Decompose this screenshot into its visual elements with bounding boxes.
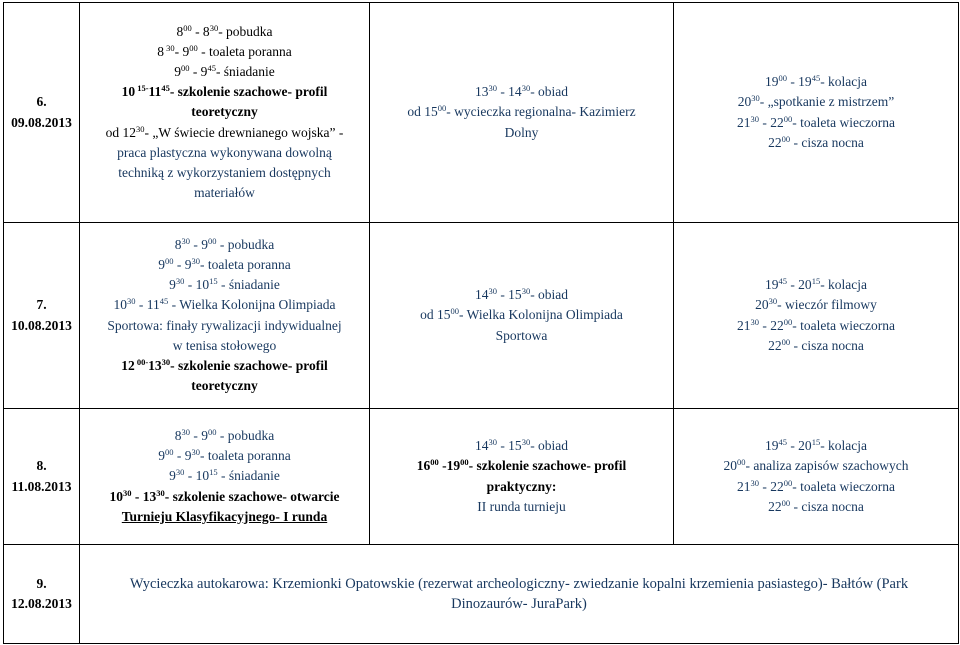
day-row	[4, 545, 959, 644]
activity-text: - szkolenie szachowe- profil	[170, 357, 328, 373]
time-hour: 9	[158, 256, 166, 272]
time-hour: - 10	[184, 468, 210, 484]
day-cell	[4, 409, 80, 545]
time-minutes: 30	[136, 123, 145, 134]
time-hour: 20	[737, 94, 752, 110]
time-hour: 11	[148, 84, 162, 100]
schedule-line	[84, 466, 365, 486]
activity-text: - wycieczka regionalna- Kazimierz	[446, 104, 636, 120]
time-minutes: 30	[521, 437, 531, 448]
schedule-line	[84, 42, 365, 62]
schedule-line	[84, 376, 365, 396]
time-minutes: 15	[811, 437, 821, 448]
time-minutes: 00	[189, 42, 198, 53]
time-hour: 14	[474, 438, 489, 454]
activity-text: - „W świecie drewnianego wojska” -	[144, 124, 344, 140]
time-hour: 8	[176, 23, 184, 39]
time-hour: 8	[174, 236, 182, 252]
afternoon-cell	[370, 3, 674, 223]
time-hour: - 13	[131, 488, 157, 504]
time-hour: 8	[157, 43, 164, 59]
activity-text: - cisza nocna	[790, 337, 864, 353]
time-minutes: 45	[778, 437, 787, 448]
schedule-line	[678, 275, 954, 295]
schedule-line	[374, 326, 669, 346]
time-hour: - 22	[759, 478, 784, 494]
line-text: II runda turnieju	[477, 498, 566, 514]
day-number: 7.	[36, 297, 47, 313]
schedule-line	[84, 235, 365, 255]
schedule-line	[84, 163, 365, 183]
schedule-line	[374, 497, 669, 517]
time-hour: 12	[121, 357, 135, 373]
activity-text: - obiad	[530, 84, 569, 100]
time-minutes: 00	[778, 73, 787, 84]
time-hour: - 9	[174, 43, 190, 59]
evening-cell	[674, 409, 959, 545]
time-minutes: 15-	[135, 83, 149, 94]
day-number: 8.	[36, 458, 47, 474]
schedule-line	[678, 477, 954, 497]
schedule-line	[678, 336, 954, 356]
time-minutes: 00	[783, 316, 793, 327]
activity-text: - toaleta wieczorna	[792, 317, 895, 333]
activity-text: - obiad	[530, 438, 569, 454]
time-minutes: 30	[521, 83, 531, 94]
time-hour: - 9	[190, 236, 208, 252]
time-hour: 10	[109, 488, 123, 504]
activity-text: - toaleta poranna	[200, 448, 291, 464]
line-text: Sportowa	[495, 327, 548, 343]
activity-text: - cisza nocna	[790, 134, 864, 150]
schedule-line	[374, 123, 669, 143]
line-text: teoretyczny	[191, 378, 258, 394]
day-date: 10.08.2013	[11, 317, 72, 333]
time-hour: - 15	[496, 438, 522, 454]
time-minutes: 45	[207, 62, 216, 73]
schedule-line	[678, 72, 954, 92]
time-minutes: 30	[175, 276, 185, 287]
time-hour: - 9	[173, 256, 192, 272]
time-minutes: 30	[156, 487, 165, 498]
morning-cell	[80, 223, 370, 409]
trip-cell	[80, 545, 959, 644]
time-minutes: 30	[488, 83, 497, 94]
activity-text: - pobudka	[218, 23, 273, 39]
time-minutes: 30	[209, 22, 219, 33]
activity-text: - toaleta wieczorna	[792, 114, 895, 130]
line-text: teoretyczny	[191, 104, 258, 120]
time-hour: 9	[169, 468, 176, 484]
time-hour: 13	[148, 357, 162, 373]
afternoon-cell	[370, 223, 674, 409]
schedule-line	[374, 82, 669, 102]
day-row	[4, 409, 959, 545]
line-text: praktyczny:	[486, 478, 557, 494]
activity-text: - Wielka Kolonijna Olimpiada	[459, 307, 623, 323]
schedule-line	[374, 305, 669, 325]
time-hour: - 11	[135, 297, 160, 313]
schedule-line	[678, 133, 954, 153]
activity-text: - kolacja	[820, 438, 868, 454]
schedule-line	[678, 436, 954, 456]
time-minutes: 30	[191, 447, 201, 458]
time-minutes: 45	[778, 276, 787, 287]
time-minutes: 45	[811, 73, 821, 84]
line-text: praca plastyczna wykonywana dowolną	[117, 144, 332, 160]
day-number: 6.	[36, 94, 47, 110]
day-number: 9.	[36, 575, 47, 591]
schedule-line	[678, 316, 954, 336]
schedule-line	[84, 316, 365, 336]
activity-text: - toaleta poranna	[200, 256, 291, 272]
time-minutes: 45	[161, 83, 170, 94]
morning-cell	[80, 3, 370, 223]
day-date: 11.08.2013	[11, 478, 72, 494]
schedule-line	[374, 102, 669, 122]
time-hour: 13	[474, 84, 489, 100]
time-minutes: 00	[165, 255, 174, 266]
schedule-line	[374, 436, 669, 456]
time-hour: 10	[121, 84, 136, 100]
time-minutes: 00	[180, 62, 190, 73]
day-row	[4, 223, 959, 409]
line-text: techniką z wykorzystaniem dostępnych	[118, 165, 331, 180]
schedule-line	[678, 456, 954, 476]
time-hour: - 8	[191, 23, 210, 39]
time-hour: 20	[723, 458, 737, 474]
schedule-line	[84, 143, 365, 163]
time-hour: od 12	[105, 124, 137, 140]
schedule-line	[84, 426, 365, 446]
schedule-line	[84, 336, 365, 356]
activity-text: - śniadanie	[215, 63, 275, 79]
time-minutes: 30	[181, 426, 190, 437]
time-hour: 14	[474, 287, 489, 303]
time-hour: 22	[768, 498, 782, 514]
time-minutes: 30	[750, 477, 760, 488]
morning-cell	[80, 409, 370, 545]
day-row	[4, 3, 959, 223]
time-hour: 10	[113, 297, 128, 313]
evening-cell	[674, 223, 959, 409]
schedule-table	[3, 2, 959, 644]
time-minutes: 30	[175, 467, 185, 478]
time-hour: 8	[174, 427, 182, 443]
time-hour: 9	[174, 63, 181, 79]
time-minutes: 00	[430, 457, 439, 468]
schedule-line	[84, 507, 365, 527]
time-minutes: 00	[781, 336, 791, 347]
schedule-line	[678, 295, 954, 315]
time-minutes: 30	[488, 437, 497, 448]
time-hour: 19	[764, 438, 779, 454]
schedule-line	[84, 62, 365, 82]
time-hour: 20	[755, 297, 769, 313]
time-hour: - 9	[189, 63, 208, 79]
time-minutes: 30	[161, 356, 171, 367]
time-hour: - 9	[173, 448, 192, 464]
schedule-line	[678, 113, 954, 133]
time-minutes: 00	[781, 133, 791, 144]
schedule-line	[84, 275, 365, 295]
activity-text: - śniadanie	[217, 277, 280, 293]
activity-text: - pobudka	[216, 427, 275, 443]
time-minutes: 00	[183, 22, 192, 33]
time-minutes: 00	[165, 447, 174, 458]
activity-text: - toaleta wieczorna	[792, 478, 895, 494]
schedule-line	[374, 477, 669, 497]
activity-text: - obiad	[530, 287, 569, 303]
time-minutes: 30	[181, 235, 190, 246]
day-cell	[4, 545, 80, 644]
time-hour: 21	[737, 114, 751, 130]
schedule-line	[678, 497, 954, 517]
time-minutes: 30	[751, 93, 760, 104]
time-minutes: 30	[768, 296, 778, 307]
schedule-line	[84, 446, 365, 466]
time-minutes: 00	[437, 103, 447, 114]
trip-description: Wycieczka autokarowa: Krzemionki Opatowskie (rezerwat archeologiczny- zwiedzanie kopalni krzemienia pasiastego)- Bałtów (Park Dinozaurów- JuraPark)	[129, 576, 909, 612]
time-hour: - 22	[759, 317, 784, 333]
schedule-line	[678, 92, 954, 112]
schedule-line	[374, 285, 669, 305]
time-minutes: 00	[781, 497, 791, 508]
schedule-line	[84, 356, 365, 376]
time-minutes: 00	[460, 457, 469, 468]
time-hour: 21	[737, 478, 751, 494]
time-minutes: 15	[209, 467, 218, 478]
time-hour: - 19	[786, 74, 812, 90]
activity-text: - Wielka Kolonijna Olimpiada	[168, 297, 336, 313]
time-minutes: 30	[750, 113, 760, 124]
time-minutes: 00	[208, 235, 217, 246]
time-minutes: 00	[783, 113, 793, 124]
activity-text: - kolacja	[820, 74, 868, 90]
schedule-line	[84, 255, 365, 275]
schedule-line	[84, 82, 365, 102]
time-hour: - 20	[786, 277, 812, 293]
time-hour: - 20	[786, 438, 812, 454]
time-minutes: 00	[783, 477, 793, 488]
time-minutes: 15	[209, 276, 218, 287]
activity-text: - wieczór filmowy	[777, 297, 877, 313]
time-hour: - 22	[759, 114, 784, 130]
day-cell	[4, 3, 80, 223]
line-text: w tenisa stołowego	[172, 337, 277, 353]
schedule-line	[84, 22, 365, 42]
line-text: Sportowa: finały rywalizacji indywidualnej	[107, 317, 342, 333]
time-minutes: 30	[488, 286, 497, 297]
time-hour: 16	[416, 458, 431, 474]
line-text: materiałów	[194, 185, 255, 201]
schedule-line	[374, 456, 669, 476]
time-minutes: 30	[750, 316, 760, 327]
time-hour: od 15	[420, 307, 451, 323]
activity-text: - toaleta poranna	[197, 43, 292, 59]
time-minutes: 30	[122, 487, 132, 498]
time-minutes: 30	[127, 296, 136, 307]
time-hour: 22	[768, 337, 782, 353]
activity-text: - szkolenie szachowe- otwarcie	[164, 488, 340, 504]
time-hour: - 14	[496, 84, 522, 100]
activity-text: - cisza nocna	[790, 498, 864, 514]
line-text: Turnieju Klasyfikacyjnego- I runda	[121, 508, 328, 524]
time-hour: -19	[438, 458, 461, 474]
time-hour: - 9	[190, 427, 208, 443]
time-hour: 21	[737, 317, 751, 333]
line-text: Dolny	[504, 124, 539, 140]
day-cell	[4, 223, 80, 409]
time-hour: 22	[768, 134, 782, 150]
evening-cell	[674, 3, 959, 223]
time-minutes: 45	[159, 296, 169, 307]
time-minutes: 30	[191, 255, 201, 266]
time-minutes: 00	[450, 306, 460, 317]
time-minutes: 00	[208, 426, 217, 437]
activity-text: - kolacja	[820, 277, 868, 293]
day-date: 12.08.2013	[11, 596, 72, 611]
time-minutes: 30	[521, 286, 531, 297]
time-hour: 9	[158, 448, 166, 464]
day-date: 09.08.2013	[11, 114, 72, 130]
schedule-line	[84, 487, 365, 507]
time-minutes: 00-	[134, 356, 149, 367]
schedule-line	[84, 183, 365, 203]
time-minutes: 30	[163, 42, 175, 53]
time-hour: - 10	[184, 277, 210, 293]
time-hour: 19	[764, 74, 779, 90]
time-hour: - 15	[496, 287, 522, 303]
activity-text: - śniadanie	[217, 468, 280, 484]
activity-text: - pobudka	[216, 236, 275, 252]
time-hour: od 15	[407, 104, 438, 120]
time-minutes: 15	[811, 276, 821, 287]
time-hour: 19	[764, 277, 779, 293]
activity-text: - szkolenie szachowe- profil	[468, 458, 627, 474]
schedule-line	[84, 102, 365, 122]
afternoon-cell	[370, 409, 674, 545]
activity-text: - analiza zapisów szachowych	[745, 458, 909, 474]
activity-text: - „spotkanie z mistrzem”	[759, 94, 895, 110]
schedule-line	[84, 123, 365, 143]
time-hour: 9	[169, 277, 176, 293]
time-minutes: 00	[736, 457, 746, 468]
activity-text: - szkolenie szachowe- profil	[169, 84, 328, 100]
schedule-line	[84, 295, 365, 315]
